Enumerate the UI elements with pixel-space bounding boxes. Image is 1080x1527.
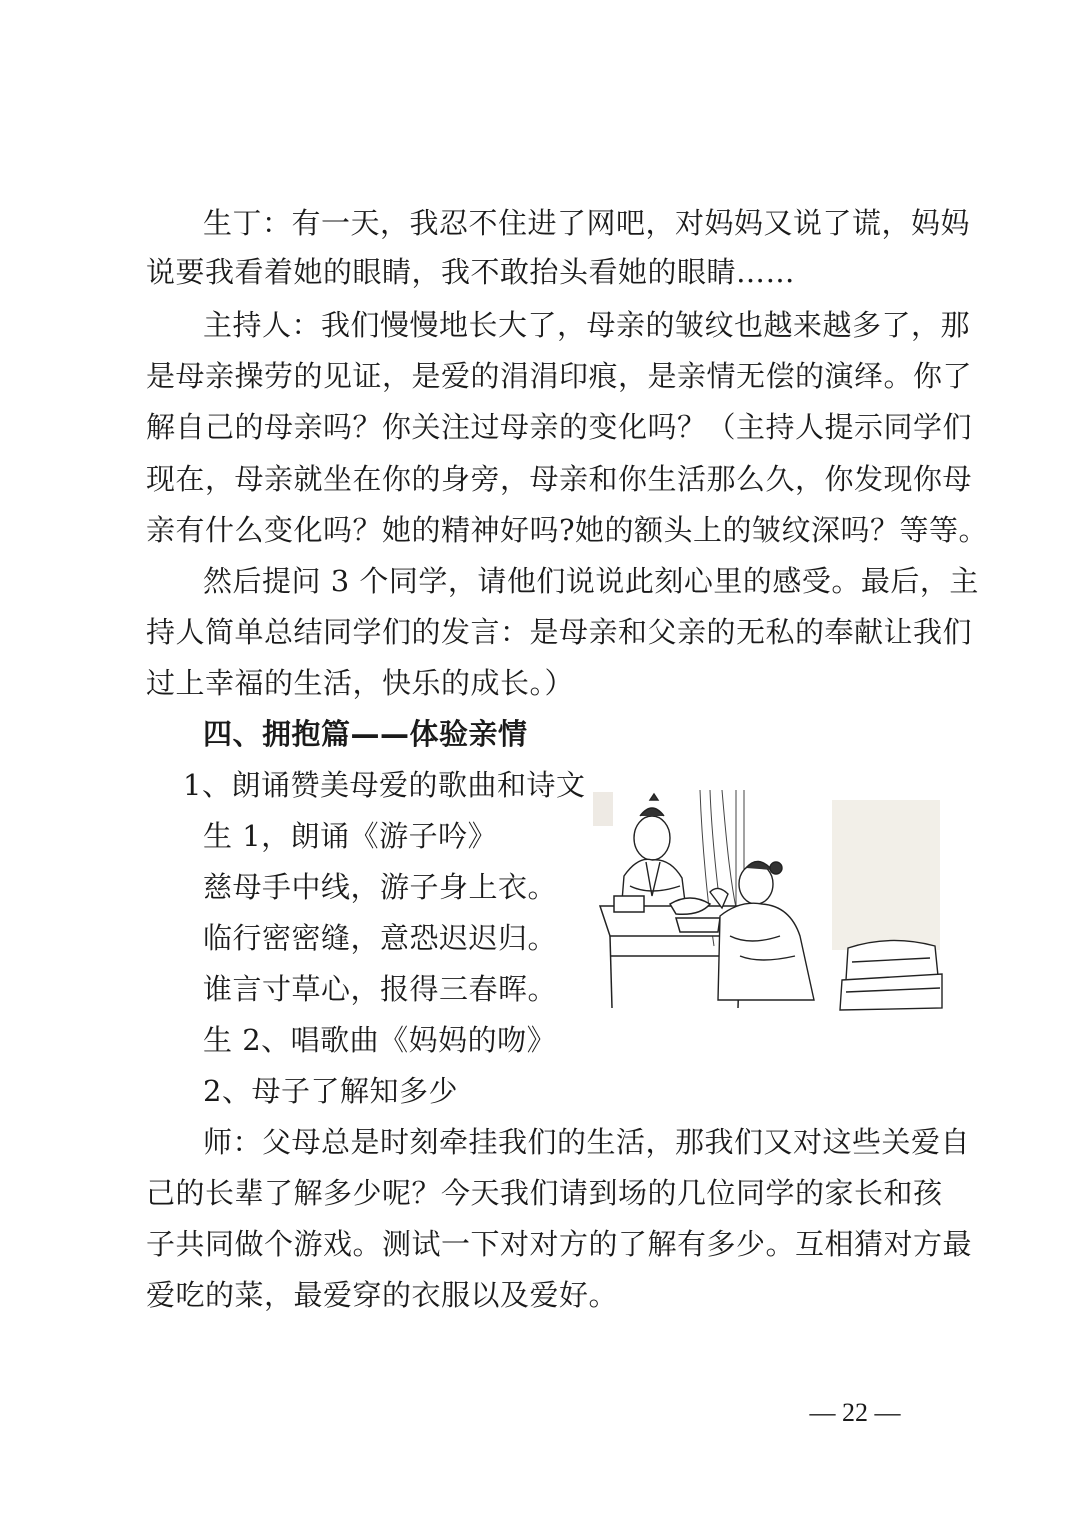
item-heading: 1、朗诵赞美母爱的歌曲和诗文 — [183, 768, 586, 802]
teacher-line: 子共同做个游戏。测试一下对对方的了解有多少。互相猜对方最 — [146, 1227, 973, 1261]
recite-title: 生 1，朗诵《游子吟》 — [203, 819, 498, 853]
teacher-line: 己的长辈了解多少呢？今天我们请到场的几位同学的家长和孩 — [146, 1176, 943, 1210]
poem-line: 谁言寸草心，报得三春晖。 — [203, 972, 558, 1006]
host-line: 亲有什么变化吗？她的精神好吗?她的额头上的皱纹深吗？等等。 — [146, 513, 989, 547]
host-line: 现在，母亲就坐在你的身旁，母亲和你生活那么久，你发现你母 — [146, 462, 973, 496]
body-line: 持人简单总结同学们的发言：是母亲和父亲的无私的奉献让我们 — [146, 615, 973, 649]
dialogue-line: 说要我看着她的眼睛，我不敢抬头看她的眼睛…… — [146, 255, 796, 289]
poem-line: 临行密密缝，意恐迟迟归。 — [203, 921, 558, 955]
host-line: 主持人：我们慢慢地长大了，母亲的皱纹也越来越多了，那 — [203, 308, 971, 342]
body-line: 过上幸福的生活，快乐的成长。） — [146, 666, 575, 700]
teacher-line: 师：父母总是时刻牵挂我们的生活，那我们又对这些关爱自 — [203, 1125, 971, 1159]
teacher-line: 爱吃的菜，最爱穿的衣服以及爱好。 — [146, 1278, 619, 1312]
mother-and-son-illustration — [590, 786, 945, 1014]
section-heading: 四、拥抱篇——体验亲情 — [203, 717, 528, 751]
page-number: — 22 — — [809, 1398, 901, 1427]
host-line: 解自己的母亲吗？你关注过母亲的变化吗？（主持人提示同学们 — [146, 410, 973, 444]
item-heading: 2、母子了解知多少 — [203, 1074, 458, 1108]
host-line: 是母亲操劳的见证，是爱的涓涓印痕，是亲情无偿的演绎。你了 — [146, 359, 973, 393]
song-line: 生 2、唱歌曲《妈妈的吻》 — [203, 1023, 557, 1057]
poem-line: 慈母手中线，游子身上衣。 — [203, 870, 558, 904]
body-line: 然后提问 3 个同学，请他们说说此刻心里的感受。最后，主 — [203, 564, 979, 598]
dialogue-line: 生丁：有一天，我忍不住进了网吧，对妈妈又说了谎，妈妈 — [203, 206, 971, 240]
